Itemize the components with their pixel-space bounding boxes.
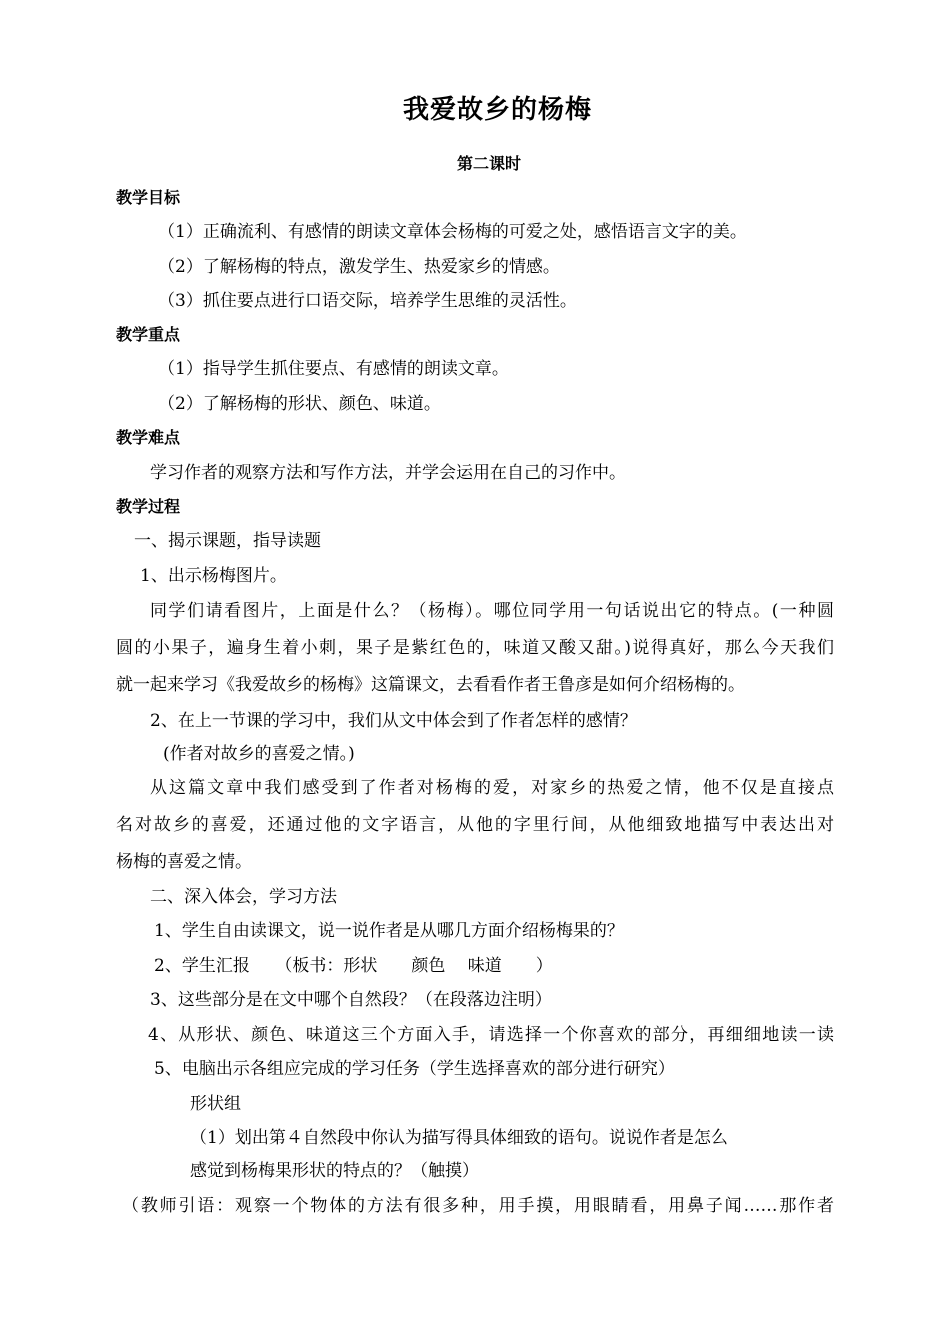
section-heading-difficulty: 教学难点 xyxy=(116,428,181,447)
process-line-12: 5、电脑出示各组应完成的学习任务（学生选择喜欢的部分进行研究） xyxy=(154,1059,675,1079)
lesson-subtitle: 第二课时 xyxy=(457,154,522,173)
process-paragraph-3b: 圆的小果子，遍身生着小刺，果子是紫红色的，味道又酸又甜。)说得真好，那么今天我们 xyxy=(116,638,834,658)
process-line-4: 2、在上一节课的学习中，我们从文中体会到了作者怎样的感情？ xyxy=(150,711,637,731)
focus-item-1: （1）指导学生抓住要点、有感情的朗读文章。 xyxy=(158,359,509,379)
section-heading-focus: 教学重点 xyxy=(116,325,181,344)
focus-item-2: （2）了解杨梅的形状、颜色、味道。 xyxy=(158,394,441,414)
process-line-11: 4、从形状、颜色、味道这三个方面入手，请选择一个你喜欢的部分，再细细地读一读 xyxy=(148,1025,834,1045)
process-line-8: 1、学生自由读课文，说一说作者是从哪几方面介绍杨梅果的？ xyxy=(154,921,624,941)
process-line-10: 3、这些部分是在文中哪个自然段？（在段落边注明） xyxy=(150,990,552,1010)
process-line-15: 感觉到杨梅果形状的特点的？（触摸） xyxy=(190,1161,479,1181)
process-paragraph-3a: 同学们请看图片，上面是什么？（杨梅）。哪位同学用一句话说出它的特点。(一种圆 xyxy=(150,601,834,621)
process-paragraph-6a: 从这篇文章中我们感受到了作者对杨梅的爱，对家乡的热爱之情，他不仅是直接点 xyxy=(150,778,834,798)
process-paragraph-3c: 就一起来学习《我爱故乡的杨梅》这篇课文，去看看作者王鲁彦是如何介绍杨梅的。 xyxy=(116,675,745,695)
goal-item-2: （2）了解杨梅的特点，激发学生、热爱家乡的情感。 xyxy=(158,257,560,277)
process-line-7: 二、深入体会，学习方法 xyxy=(150,887,337,907)
process-line-9: 2、学生汇报 （板书：形状 颜色 味道 ） xyxy=(154,956,553,976)
process-line-5: (作者对故乡的喜爱之情。) xyxy=(163,744,355,764)
difficulty-item-1: 学习作者的观察方法和写作方法，并学会运用在自己的习作中。 xyxy=(150,463,626,483)
process-line-1: 一、揭示课题，指导读题 xyxy=(134,531,321,551)
document-title: 我爱故乡的杨梅 xyxy=(403,95,593,125)
process-line-16: （教师引语：观察一个物体的方法有很多种，用手摸，用眼睛看，用鼻子闻……那作者 xyxy=(122,1196,834,1216)
process-line-13: 形状组 xyxy=(190,1094,241,1114)
section-heading-process: 教学过程 xyxy=(116,497,181,516)
goal-item-1: （1）正确流利、有感情的朗读文章体会杨梅的可爱之处，感悟语言文字的美。 xyxy=(158,222,747,242)
process-paragraph-6b: 名对故乡的喜爱，还通过他的文字语言，从他的字里行间，从他细致地描写中表达出对 xyxy=(116,815,834,835)
process-line-14: （1）划出第４自然段中你认为描写得具体细致的语句。说说作者是怎么 xyxy=(190,1128,728,1148)
process-paragraph-6c: 杨梅的喜爱之情。 xyxy=(116,852,252,872)
goal-item-3: （3）抓住要点进行口语交际，培养学生思维的灵活性。 xyxy=(158,291,577,311)
section-heading-goals: 教学目标 xyxy=(116,188,181,207)
process-line-2: 1、出示杨梅图片。 xyxy=(140,566,287,586)
